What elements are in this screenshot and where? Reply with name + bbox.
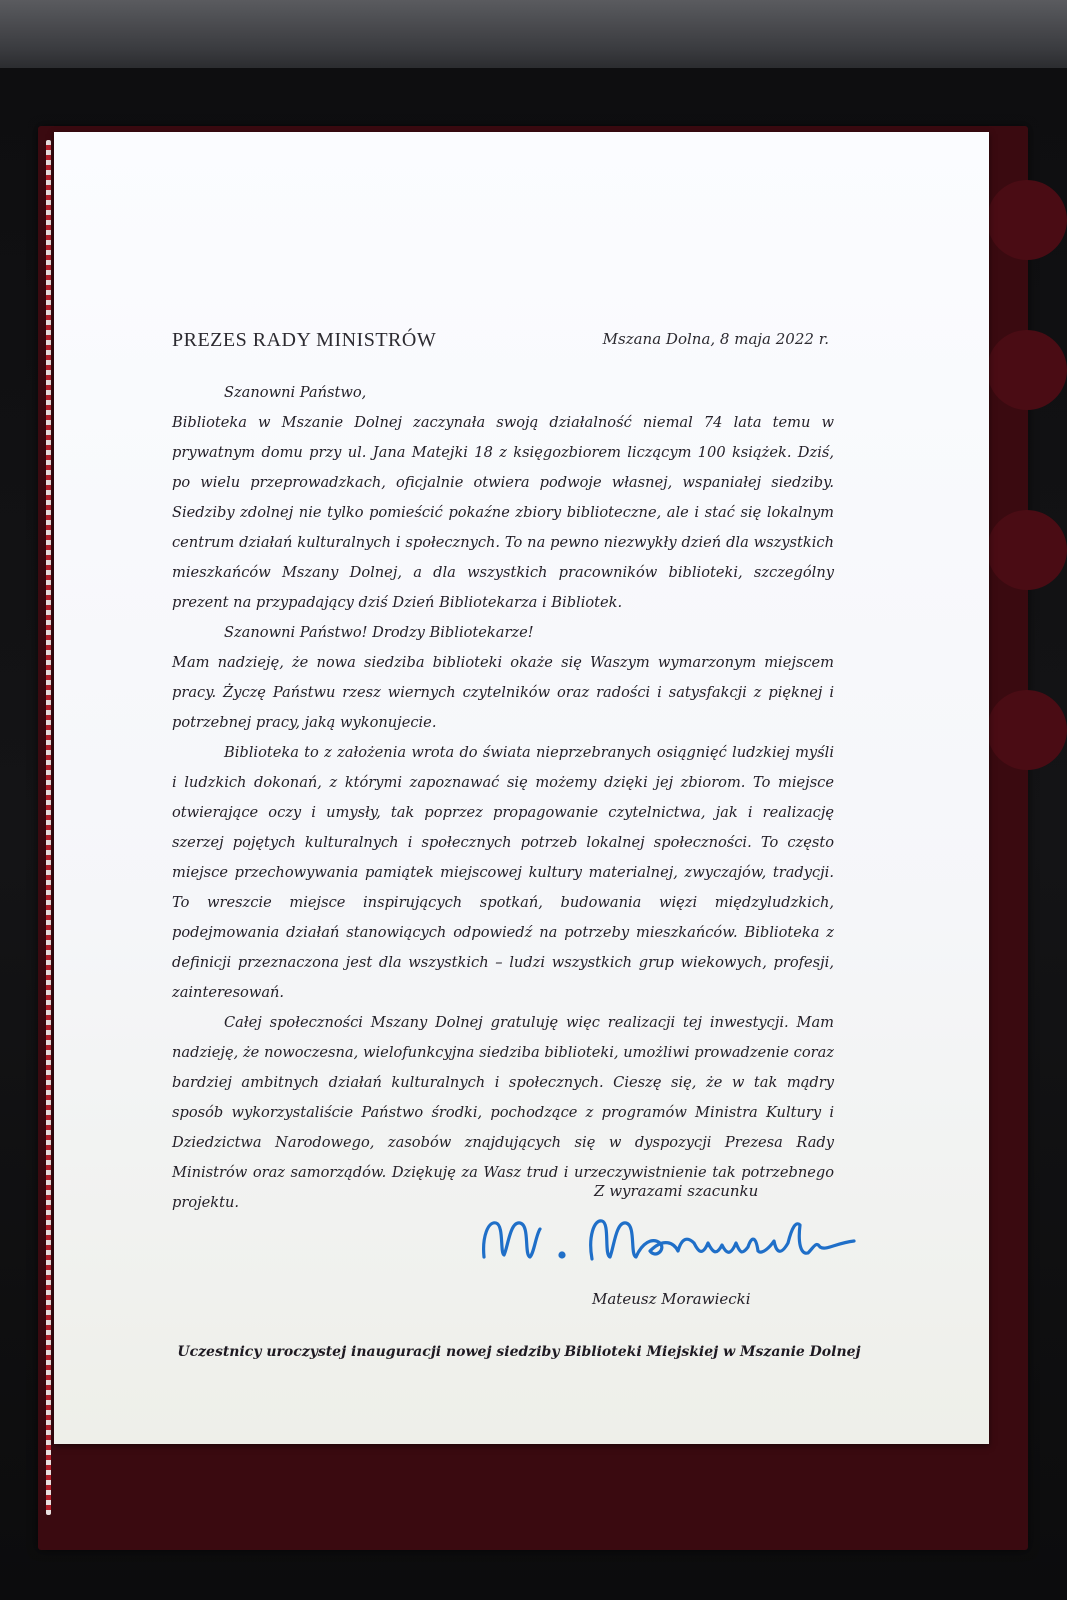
letter-closing: Z wyrazami szacunku	[594, 1182, 759, 1200]
paragraph: Biblioteka w Mszanie Dolnej zaczynała swoją działalność niemal 74 lata temu w prywatnym domu przy ul. Jana Matejki 18 z księgozbiorem liczącym 100 książek. Dziś, po wielu przeprowadzkach, oficjalnie otwiera podwoje własnej, wspaniałej siedziby. Siedziby zdolnej nie tylko pomieścić pokaźne zbiory biblioteczne, ale i stać się lokalnym centrum działań kulturalnych i społecznych. To na pewno niezwykły dzień dla wszystkich mieszkańców Mszany Dolnej, a dla wszystkich pracowników biblioteki, szczególny prezent na przypadający dziś Dzień Bibliotekarza i Bibliotek.	[172, 414, 834, 611]
salutation: Szanowni Państwo! Drodzy Bibliotekarze!	[224, 624, 534, 641]
letter-place-date: Mszana Dolna, 8 maja 2022 r.	[602, 330, 829, 348]
handwritten-signature	[474, 1207, 874, 1277]
letter-recipients: Uczestnicy uroczystej inauguracji nowej siedziby Biblioteki Miejskiej w Mszanie Dolnej	[177, 1344, 861, 1360]
letter-sheet	[54, 132, 989, 1444]
decorative-disc	[987, 690, 1067, 770]
decorative-disc	[987, 180, 1067, 260]
folder-cord	[46, 140, 51, 1515]
decorative-disc	[987, 330, 1067, 410]
salutation: Szanowni Państwo,	[224, 384, 367, 401]
letter-sender: PREZES RADY MINISTRÓW	[172, 329, 437, 351]
paragraph: Mam nadzieję, że nowa siedziba biblioteki okaże się Waszym wymarzonym miejscem pracy. Życzę Państwu rzesz wiernych czytelników oraz radości i satysfakcji z pięknej i potrzebnej pracy, jaką wykonujecie.	[172, 654, 834, 731]
decorative-disc	[987, 510, 1067, 590]
paragraph: Biblioteka to z założenia wrota do świata nieprzebranych osiągnięć ludzkiej myśli i ludzkich dokonań, z którymi zapoznawać się możemy dzięki jej zbiorom. To miejsce otwierające oczy i umysły, tak poprzez propagowanie czytelnictwa, jak i realizację szerzej pojętych kulturalnych i społecznych potrzeb lokalnej społeczności. To często miejsce przechowywania pamiątek miejscowej kultury materialnej, zwyczajów, tradycji. To wreszcie miejsce inspirujących spotkań, budowania więzi międzyludzkich, podejmowania działań stanowiących odpowiedź na potrzeby mieszkańców. Biblioteka z definicji przeznaczona jest dla wszystkich – ludzi wszystkich grup wiekowych, profesji, zainteresowań.	[172, 744, 834, 1001]
paragraph: Całej społeczności Mszany Dolnej gratuluję więc realizacji tej inwestycji. Mam nadzieję, że nowoczesna, wielofunkcyjna siedziba biblioteki, umożliwi prowadzenie coraz bardziej ambitnych działań kulturalnych i społecznych. Cieszę się, że w tak mądry sposób wykorzystaliście Państwo środki, pochodzące z programów Ministra Kultury i Dziedzictwa Narodowego, zasobów znajdujących się w dyspozycji Prezesa Rady Ministrów oraz samorządów. Dziękuję za Wasz trud i urzeczywistnienie tak potrzebnego projektu.	[172, 1014, 834, 1211]
letter-body	[172, 378, 834, 1218]
signer-name: Mateusz Morawiecki	[592, 1290, 751, 1308]
